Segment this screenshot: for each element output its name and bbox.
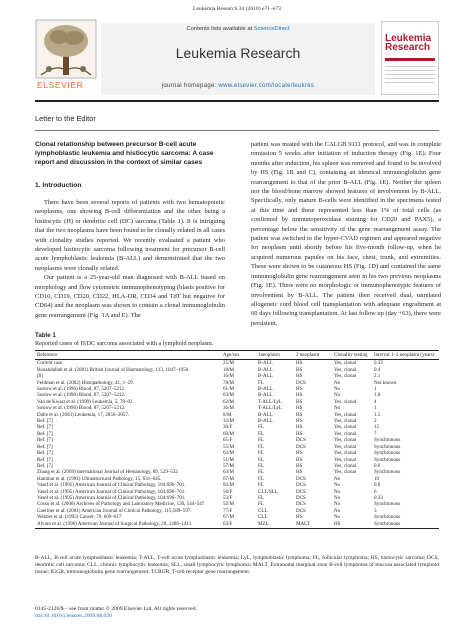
- journal-title: Leukemia Research: [175, 45, 301, 61]
- article-title: Clonal relationship between precursor B-cell acute lymphoblastic leukemia and histiocytic sarcoma: A case report and discussion in the context of similar cases: [35, 141, 214, 167]
- table-cell: 30/F: [223, 424, 233, 431]
- cases-table: [35, 350, 439, 529]
- col-header-reference: Reference: [35, 351, 221, 360]
- table-cell: HS: [296, 424, 303, 431]
- intro-heading: 1. Introduction: [35, 181, 82, 189]
- running-head: Leukemia Research 34 (2010) e71–e73: [193, 6, 281, 12]
- table-cell: Bouabdallah et al. (2001) British Journal of Haematology, 113, 1047–1050.: [37, 366, 190, 373]
- table-cell: DCS: [296, 488, 306, 495]
- table-cell: HS: [296, 366, 303, 373]
- table-cell: Synchronous: [374, 469, 401, 476]
- table-cell: B-ALL: [258, 366, 273, 373]
- issn-line: 0145-2126/$ – see front matter © 2009 Elsevier Ltd. All rights reserved.: [35, 606, 197, 612]
- table-cell: Vasef et al. (1995) American Journal of Clinical Pathology, 104:696–701.: [37, 488, 186, 495]
- cover-accent-band: [385, 58, 435, 61]
- journal-homepage-line: [101, 83, 375, 89]
- table-cell: 25/M: [223, 360, 234, 367]
- table-label: Table 1: [35, 332, 56, 339]
- table-cell: Alvaro et al. (1996) American Journal of Surgical Pathology, 20, 1406–1411.: [35, 521, 221, 529]
- table-cell: Not known: [374, 379, 397, 386]
- table-cell: 62/M: [223, 398, 234, 405]
- table-cell: FL: [258, 430, 264, 437]
- table-cell: HS: [296, 405, 303, 412]
- table-row: [35, 360, 439, 367]
- table-cell: B-ALL: [258, 373, 273, 380]
- table-cell: Yes, clonal: [334, 450, 357, 457]
- table-cell: 1.8: [374, 392, 381, 399]
- table-cell: HS: [296, 418, 303, 425]
- table-cell: Yes, clonal: [334, 373, 357, 380]
- table-cell: 36/M: [223, 405, 234, 412]
- table-cell: 55/M: [223, 443, 234, 450]
- table-cell: FL: [258, 482, 264, 489]
- col-header-clonality: Clonality testing: [332, 351, 372, 360]
- table-cell: FL: [258, 424, 264, 431]
- table-cell: Feldman et al. (2002) Histopathology, 41, 1–29.: [37, 379, 134, 386]
- masthead-rule: [35, 100, 439, 102]
- table-cell: No: [334, 501, 341, 508]
- table-cell: FL: [258, 475, 264, 482]
- table-cell: Ref. [7]: [37, 424, 53, 431]
- table-cell: Synchronous: [374, 501, 401, 508]
- table-cell: 2: [374, 418, 377, 425]
- table-cell: 63/F: [221, 521, 256, 529]
- table-cell: Yes, clonal: [334, 398, 357, 405]
- journal-info-box: [101, 23, 375, 95]
- table-cell: FL: [258, 450, 264, 457]
- table-cell: 67/M: [223, 514, 234, 521]
- table-cell: DCS: [296, 494, 306, 501]
- table-cell: Current case: [37, 360, 63, 367]
- table-cell: Ref. [7]: [37, 418, 53, 425]
- table-cell: Yes, clonal: [334, 469, 357, 476]
- table-cell: HS: [296, 386, 303, 393]
- front-matter-footer: [35, 606, 197, 620]
- table-cell: B-ALL: [258, 411, 273, 418]
- section-rule: [35, 130, 439, 131]
- table-cell: DCS: [296, 507, 306, 514]
- table-cell: Synchronous: [374, 443, 401, 450]
- cover-title: [385, 34, 431, 52]
- body-paragraph: patient was treated with the CALGB 9111 protocol, and was in complete remission 5 weeks after initiation of induction therapy (Fig. 1E). Four months after induction, his spleen was removed and found to be involved by HS (Fig. 1B and C), containing an identical immunoglobulin gene rearrangement to that of the prior B-ALL (Fig. 1E). Neither the spleen nor the blood/bone marrow showed features of involvement by B-ALL. Specifically, only mature B-cells were identified in the specimens tested at this time and these represented less than 1% of total cells (as confirmed by immunoperoxidase staining for CD20 and PAX5), a percentage below the sensitivity of the gene rearrangement assay. The patient was switched to the hyper-CVAD regimen and appeared negative for neoplasm until shortly before his five-month follow-up, when he acquired numerous papules on his face, chest, trunk, and extremities. These were shown to be cutaneous HS (Fig. 1D) and contained the same immunoglobulin gene rearrangement seen in his two previous neoplasms (Fig. 1E). There were no morphologic or immunophenotypic features of involvement by B-ALL. The patient then received dual, unrelated allogeneic cord blood cell transplantation with adequate engraftment at 60 days following transplantation. At last follow up (day +63), there were persistent,: [251, 141, 441, 327]
- table-cell: 16/M: [223, 373, 234, 380]
- table-cell: No: [334, 475, 341, 482]
- col-header-age-sex: Age/sex: [221, 351, 256, 360]
- table-cell: MZL: [256, 521, 294, 529]
- publisher-wordmark: ELSEVIER: [37, 80, 84, 90]
- table-cell: No: [334, 514, 341, 521]
- table-cell: Yes, clonal: [334, 424, 357, 431]
- table-cell: DCS: [296, 379, 306, 386]
- table-cell: 0.6: [374, 462, 381, 469]
- body-paragraph: There have been several reports of patients with two hematopoietic neoplasms, one showing B-cell differentiation and the other being a histiocytic (H) or dendritic cell (DC) sarcoma (Table 1). It is intriguing that the two neoplasms have been found to be clonally related in all cases with clonality studies reported. We recently evaluated a patient who developed histiocytic sarcoma following treatment for precursor B-cell acute lymphoblastic leukemia (B-ALL) and demonstrated that the two neoplasms were clonally related.: [35, 199, 225, 272]
- table-cell: HS: [296, 462, 303, 469]
- table-cell: Soslow et al. (1996) Blood, 87, 5207–5212.: [37, 405, 126, 412]
- table-cell: 67/M: [223, 475, 234, 482]
- table-cell: Soslow et al. (1996) Blood, 87, 5207–5212.: [37, 392, 126, 399]
- table-cell: Yes, clonal: [334, 437, 357, 444]
- table-cell: 18/M: [223, 366, 234, 373]
- table-cell: Synchronous: [374, 437, 401, 444]
- table-cell: 0.8: [374, 482, 381, 489]
- table-cell: FL: [258, 469, 264, 476]
- table-cell: 1.5: [374, 411, 381, 418]
- table-cell: Ref. [7]: [37, 437, 53, 444]
- table-cell: No: [334, 405, 341, 412]
- table-cell: Yes, clonal: [334, 462, 357, 469]
- table-cell: 78/M: [223, 379, 234, 386]
- table-cell: [8]: [37, 373, 43, 380]
- table-caption: Reported cases of H/DC sarcoma associated with a lymphoid neoplasm.: [35, 340, 214, 348]
- table-cell: 56/F: [223, 488, 233, 495]
- table-cell: HS: [296, 392, 303, 399]
- table-cell: 63/M: [223, 392, 234, 399]
- table-cell: Wetzler et al. (1995) Cancer, 76, 609–617.: [37, 514, 123, 521]
- table-cell: DCS: [296, 482, 306, 489]
- table-cell: HS: [296, 398, 303, 405]
- table-cell: Hammar et al. (1991) Ultrastructural Pathology, 15, 631–645.: [37, 475, 162, 482]
- table-cell: 0.4: [374, 366, 381, 373]
- table-cell: 1: [374, 405, 377, 412]
- table-cell: Ref. [7]: [37, 456, 53, 463]
- table-cell: B-ALL: [258, 360, 273, 367]
- table-cell: Yes, clonal: [334, 430, 357, 437]
- table-cell: Ref. [7]: [37, 430, 53, 437]
- table-cell: DCS: [296, 475, 306, 482]
- table-cell: FL: [258, 379, 264, 386]
- body-paragraph: Our patient is a 25-year-old man diagnosed with B-ALL based on morphology and flow cytometric immunophenotyping (blasts positive for CD10, CD19, CD20, CD22, HLA-DR, CD34 and TdT but negative for CD64) and the neoplasm was shown to contain a clonal immunoglobulin gene rearrangement (Fig. 1A and E). The: [35, 274, 225, 319]
- table-cell: HS: [296, 456, 303, 463]
- table-cell: HS: [296, 411, 303, 418]
- table-cell: FL: [258, 501, 264, 508]
- table-cell: 10: [374, 475, 380, 482]
- table-cell: 65/F: [223, 437, 233, 444]
- table-header-row: [35, 351, 439, 360]
- table-cell: 82/M: [223, 482, 234, 489]
- journal-cover-thumbnail: [381, 21, 439, 95]
- table-cell: No: [334, 494, 341, 501]
- cover-text-lines: [385, 66, 435, 86]
- table-cell: B-ALL: [258, 392, 273, 399]
- homepage-prefix: journal homepage:: [161, 83, 217, 89]
- table-cell: 0.33: [374, 494, 383, 501]
- section-label: Letter to the Editor: [35, 114, 96, 123]
- table-cell: No: [334, 488, 341, 495]
- table-cell: HS: [296, 469, 303, 476]
- table-cell: Zhang et al. (2009) International Journal of Hematology, 89, 529–532: [37, 469, 178, 476]
- journal-masthead: [35, 19, 439, 95]
- table-cell: No: [334, 507, 341, 514]
- table-cell: HS: [332, 521, 372, 529]
- table-cell: No: [334, 379, 341, 386]
- table-cell: 4: [374, 398, 377, 405]
- table-cell: FL: [258, 443, 264, 450]
- table-cell: DCS: [296, 501, 306, 508]
- table-cell: Cossu et al. (2006) Archives of Pathology and Laboratory Medicine, 130, 544–547.: [37, 501, 206, 508]
- table-cell: CLL: [258, 507, 268, 514]
- table-cell: Yes, clonal: [334, 443, 357, 450]
- elsevier-tree-logo: [35, 19, 97, 89]
- table-cell: Yes, clonal: [334, 418, 357, 425]
- table-cell: DCS: [296, 443, 306, 450]
- table-caption-block: [35, 332, 439, 348]
- table-cell: 8/M: [223, 411, 232, 418]
- table-cell: 7: [374, 430, 377, 437]
- table-cell: CLL: [258, 514, 268, 521]
- table-cell: DCS: [296, 437, 306, 444]
- table-row: [35, 521, 439, 529]
- table-cell: No: [334, 386, 341, 393]
- col-header-first-neoplasm: 1neoplasm: [256, 351, 294, 360]
- table-cell: 51/M: [223, 456, 234, 463]
- table-cell: Ref. [7]: [37, 462, 53, 469]
- table-cell: CLL/SLL: [258, 488, 278, 495]
- contents-line: [101, 26, 375, 32]
- table-cell: T-ALL/LyL: [258, 405, 282, 412]
- table-cell: Ref. [7]: [37, 443, 53, 450]
- cover-title-line1: Leukemia: [385, 33, 432, 44]
- table-cell: Ref. [7]: [37, 450, 53, 457]
- table-cell: B-ALL: [258, 418, 273, 425]
- table-cell: HS: [296, 430, 303, 437]
- table-cell: 2.1: [374, 373, 381, 380]
- table-cell: Dalle et al. (2003) Leukemia, 17, 2056–2057.: [37, 411, 130, 418]
- table-cell: MALT: [294, 521, 332, 529]
- table-cell: T-ALL/LyL: [258, 398, 282, 405]
- table-cell: 60/M: [223, 430, 234, 437]
- table-cell: Soslow et al. (1996) Blood, 87, 5207–5212.: [37, 386, 126, 393]
- table-cell: 32/M: [223, 418, 234, 425]
- table-cell: 12: [374, 424, 380, 431]
- table-cell: Synchronous: [374, 450, 401, 457]
- right-column: [251, 140, 441, 328]
- table-cell: 62/M: [223, 450, 234, 457]
- contents-prefix: Contents lists available at: [186, 26, 253, 32]
- table-cell: 61/M: [223, 386, 234, 393]
- table-cell: HS: [296, 360, 303, 367]
- doi-link[interactable]: doi:10.1016/j.leukres.2009.08.020: [35, 613, 112, 620]
- left-column: [35, 140, 225, 320]
- table-cell: Synchronous: [372, 521, 439, 529]
- table-cell: Van de Kwast et al. (1999) Leukemia, 5, 78–82.: [37, 398, 134, 405]
- table-cell: No: [334, 482, 341, 489]
- table-cell: HS: [296, 373, 303, 380]
- table-cell: 63/M: [223, 469, 234, 476]
- table-cell: 6: [374, 488, 377, 495]
- table-cell: Yes, clonal: [334, 411, 357, 418]
- table-cell: FL: [258, 456, 264, 463]
- table-cell: 3: [374, 507, 377, 514]
- table-cell: Synchronous: [374, 456, 401, 463]
- table-footnote: B-ALL, B-cell acute lymphoblastic leukemia; T-ALL, T-cell acute lymphoblastic leukemia; LyL, lymphoblastic lymphoma; FL, follicular lymphoma; HS, histiocytic sarcoma; DCS, dendritic cell sarcoma; CLL, chronic lymphocytic leukemia; SLL, small lymphocytic lymphoma; MALT, Extranodal marginal zone B-cell lymphoma of mucosa associated lymphoid tissue; IGGR, immunoglobulin gene rearrangement; TCRGR, T-cell receptor gene rearrangement.: [35, 555, 439, 576]
- table-body: [35, 360, 439, 529]
- table-cell: HS: [296, 514, 303, 521]
- table-cell: No: [334, 392, 341, 399]
- col-header-interval: Interval 1–2 neoplasm (years): [372, 351, 439, 360]
- table-cell: Gaertner et al. (2001) American Journal of Clinical Pathology, 115,589–597.: [37, 507, 192, 514]
- table-cell: Yes, clonal: [334, 456, 357, 463]
- table-cell: 0.33: [374, 360, 383, 367]
- table-cell: 77/F: [223, 507, 233, 514]
- table-cell: 57/M: [223, 462, 234, 469]
- table-cell: Yes, clonal: [334, 366, 357, 373]
- table-cell: Synchronous: [374, 514, 401, 521]
- table-cell: HS: [296, 450, 303, 457]
- table-cell: Vasef et al. (1995) American Journal of Clinical Pathology, 104:696–701.: [37, 482, 186, 489]
- table-cell: Yes, clonal: [334, 360, 357, 367]
- col-header-second-neoplasm: 2 neoplasm: [294, 351, 332, 360]
- homepage-link[interactable]: www.elsevier.com/locate/leukres: [218, 83, 315, 89]
- table-cell: Vasef et al. (1995) American Journal of Clinical Pathology, 104:696–701.: [37, 494, 186, 501]
- table-cell: B-ALL: [258, 386, 273, 393]
- table-cell: FL: [258, 437, 264, 444]
- sciencedirect-link[interactable]: ScienceDirect: [253, 26, 290, 32]
- cover-title-line2: Research: [385, 42, 431, 53]
- table-cell: 53/F: [223, 494, 233, 501]
- table-cell: 1: [374, 386, 377, 393]
- table-cell: FL: [258, 494, 264, 501]
- table-cell: FL: [258, 462, 264, 469]
- table-cell: 52/M: [223, 501, 234, 508]
